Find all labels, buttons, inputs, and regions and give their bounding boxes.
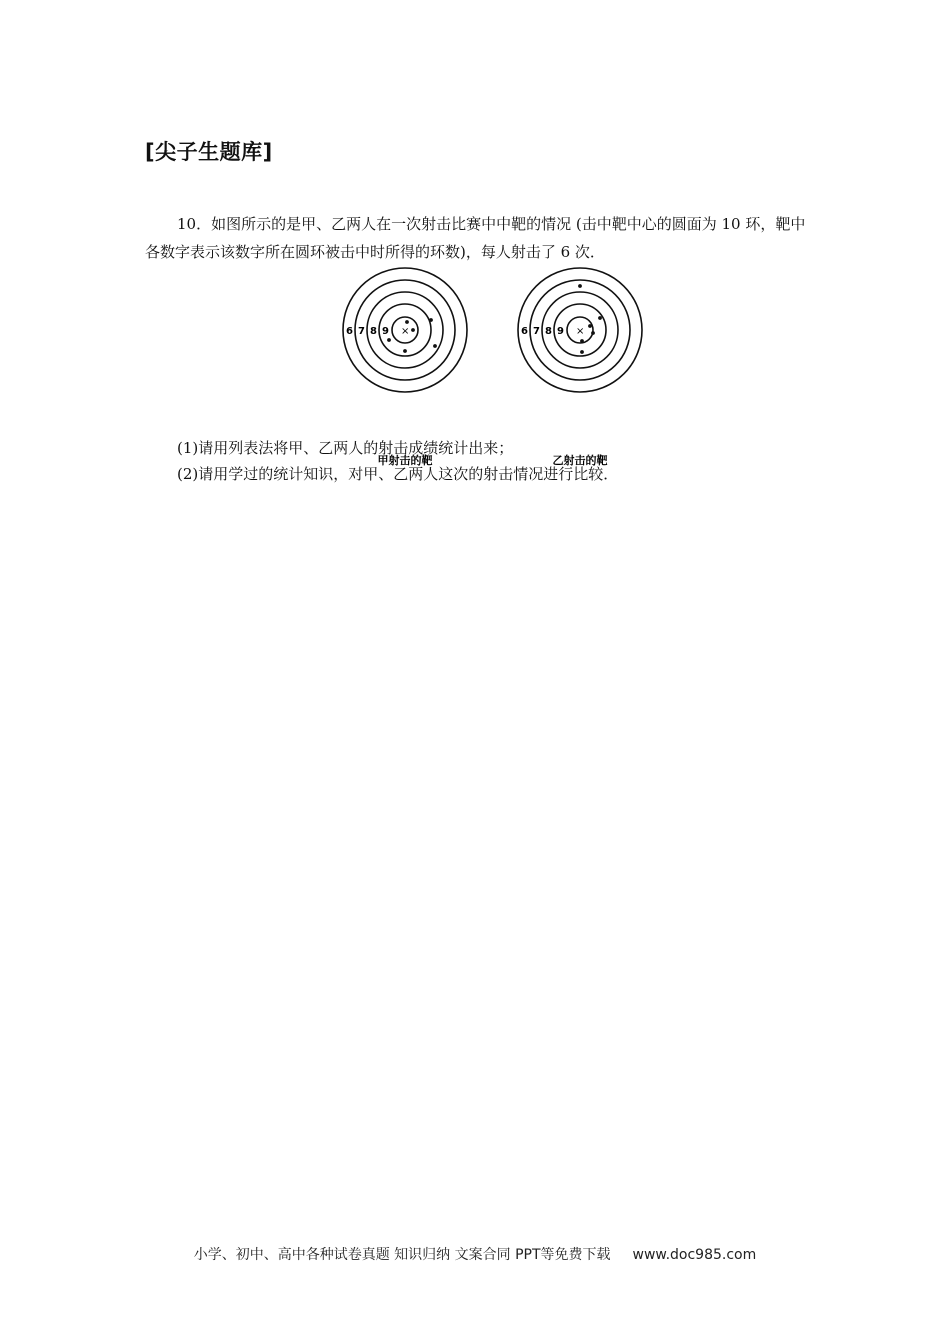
subquestion-1: (1)请用列表法将甲、乙两人的射击成绩统计出来； xyxy=(177,439,514,457)
ring-label-7: 7 xyxy=(358,326,365,337)
shot-dot xyxy=(433,344,437,348)
footer xyxy=(0,1244,950,1264)
question-text: 10．如图所示的是甲、乙两人在一次射击比赛中中靶的情况 (击中靶中心的圆面为 10 环，靶中各数字表示该数字所在圆环被击中时所得的环数)，每人射击了 6 次． xyxy=(145,215,806,261)
shot-dot xyxy=(387,338,391,342)
shot-dot xyxy=(403,349,407,353)
ring-label-9: 9 xyxy=(382,326,389,337)
caption-yi: 乙射击的靶 xyxy=(552,454,608,467)
footer-site-link[interactable]: www.doc985.com xyxy=(632,1247,757,1263)
center-mark: × xyxy=(576,326,585,337)
shot-dot xyxy=(429,318,433,322)
ring-label-9: 9 xyxy=(557,326,564,337)
shot-dot xyxy=(405,320,409,324)
subquestion-2: (2)请用学过的统计知识，对甲、乙两人这次的射击情况进行比较． xyxy=(177,465,619,483)
ring-label-6: 6 xyxy=(346,326,353,337)
ring-label-6: 6 xyxy=(521,326,528,337)
section-heading: [尖子生题库] xyxy=(145,140,273,164)
shot-dot xyxy=(580,350,584,354)
footer-text: 小学、初中、高中各种试卷真题 知识归纳 文案合同 PPT等免费下载 xyxy=(193,1247,611,1263)
shot-dot xyxy=(578,284,582,288)
center-mark: × xyxy=(401,326,410,337)
shot-dot xyxy=(580,339,584,343)
shot-dot xyxy=(598,316,602,320)
ring-label-8: 8 xyxy=(545,326,552,337)
target-yi xyxy=(518,268,642,467)
shot-dot xyxy=(411,328,415,332)
caption-jia: 甲射击的靶 xyxy=(377,454,433,467)
ring-label-8: 8 xyxy=(370,326,377,337)
shot-dot xyxy=(591,331,595,335)
shot-dot xyxy=(588,324,592,328)
ring-label-7: 7 xyxy=(533,326,540,337)
